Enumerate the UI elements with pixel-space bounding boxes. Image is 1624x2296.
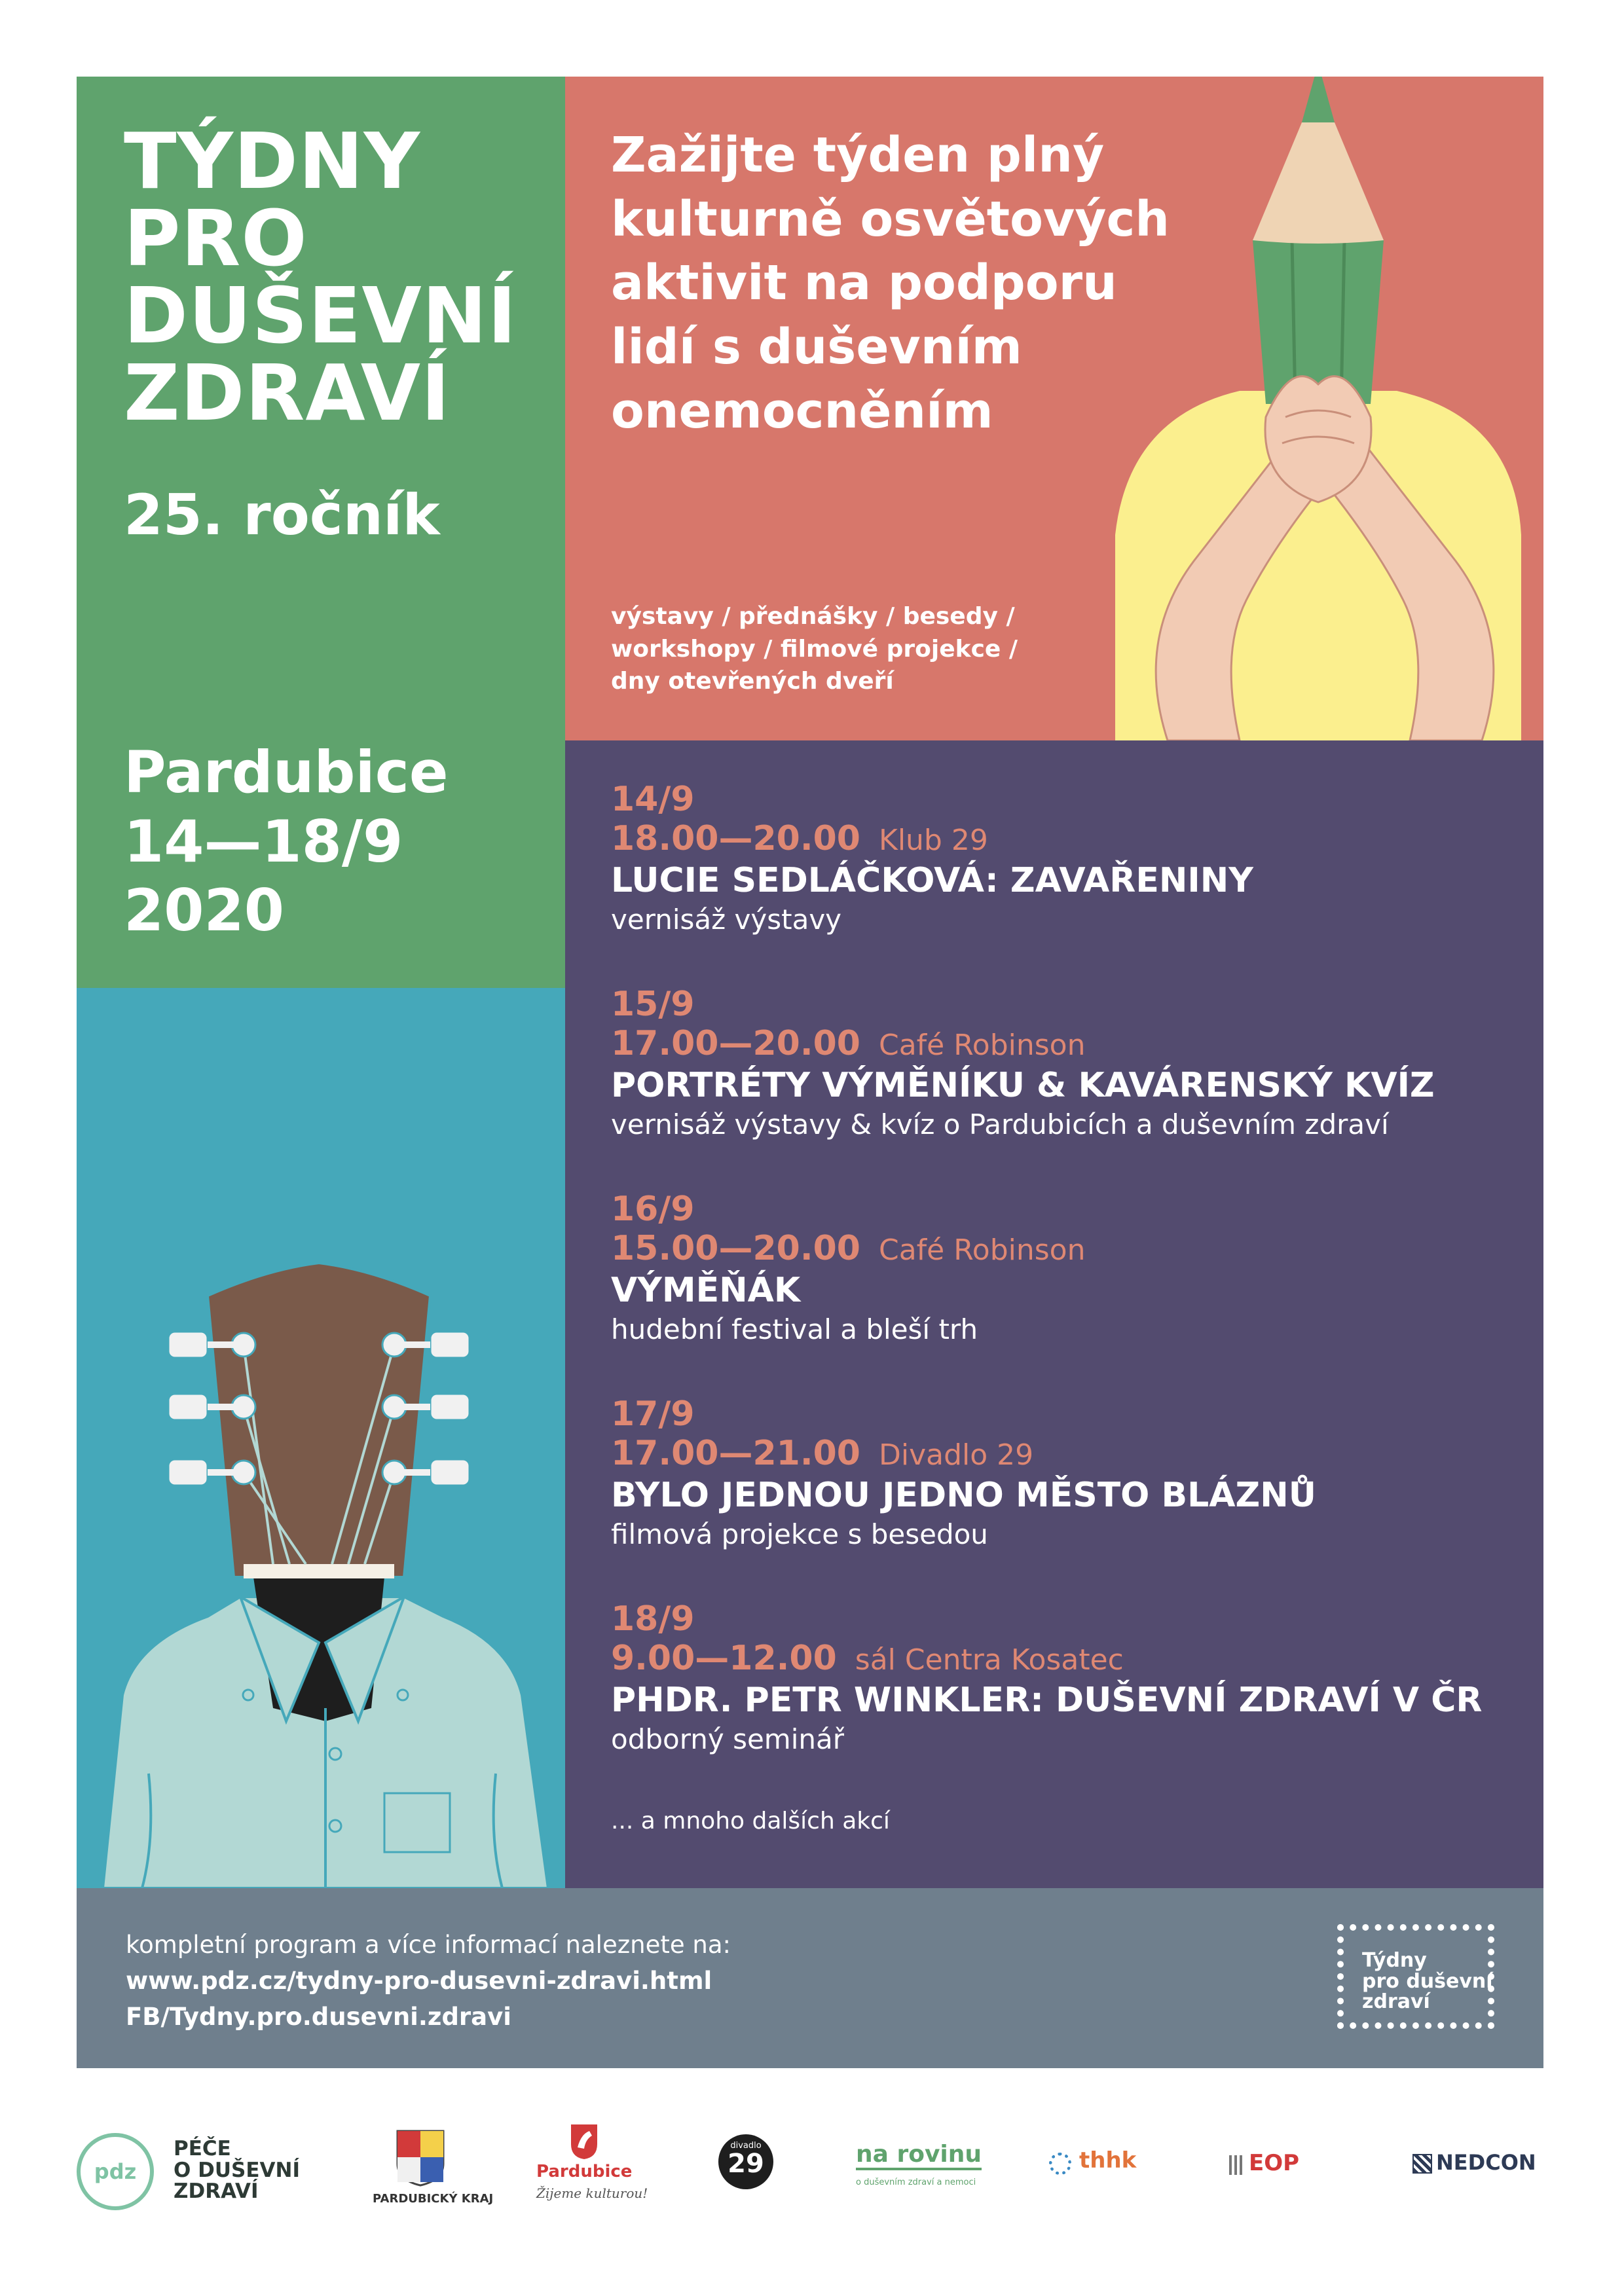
na-rovinu-subtitle: o duševním zdraví a nemoci xyxy=(856,2178,976,2187)
location-dates xyxy=(124,738,449,945)
event-title: PORTRÉTY VÝMĚNÍKU & KAVÁRENSKÝ KVÍZ xyxy=(611,1065,1435,1105)
event-place: Café Robinson xyxy=(878,1233,1086,1267)
event-date: 17/9 xyxy=(611,1394,695,1434)
event-item xyxy=(611,986,1528,1142)
event-title: VÝMĚŇÁK xyxy=(611,1270,801,1310)
poster-title xyxy=(124,116,517,438)
event-title: LUCIE SEDLÁČKOVÁ: ZAVAŘENINY xyxy=(611,860,1253,900)
date-range: 14—18/9 xyxy=(124,807,403,875)
logo-pardubice xyxy=(509,2115,659,2246)
year: 2020 xyxy=(124,877,284,945)
pdz-wordmark xyxy=(174,2138,300,2202)
event-title: BYLO JEDNOU JEDNO MĚSTO BLÁZNŮ xyxy=(611,1475,1316,1515)
event-description: vernisáž výstavy xyxy=(611,903,842,936)
pdz-circle-icon: pdz xyxy=(77,2133,154,2210)
title-line: ZDRAVÍ xyxy=(124,348,451,438)
title-panel xyxy=(77,77,565,988)
thhk-wordmark: thhk xyxy=(1079,2147,1137,2174)
event-description: vernisáž výstavy & kvíz o Pardubicích a duševním zdraví xyxy=(611,1108,1389,1140)
event-date: 18/9 xyxy=(611,1599,695,1639)
stamp-line: zdraví xyxy=(1362,1990,1430,2013)
stamp-line: Týdny xyxy=(1362,1949,1427,1972)
logo-thhk xyxy=(1049,2115,1180,2246)
partner-logos xyxy=(77,2115,1543,2246)
logo-pardubicky-kraj xyxy=(358,2115,494,2246)
event-item xyxy=(611,1396,1528,1552)
guitar-head-person-illustration xyxy=(77,988,565,1888)
nedcon-grid-icon xyxy=(1412,2154,1432,2174)
thhk-dots-icon xyxy=(1049,2153,1071,2175)
eop-bars-icon xyxy=(1229,2155,1244,2175)
event-title: PHDR. PETR WINKLER: DUŠEVNÍ ZDRAVÍ V ČR xyxy=(611,1680,1483,1720)
event-place: sál Centra Kosatec xyxy=(855,1643,1124,1677)
pardubice-slogan: Žijeme kulturou! xyxy=(536,2185,648,2201)
event-item xyxy=(611,1601,1528,1757)
tagline-line: kulturně osvětových xyxy=(611,191,1170,247)
event-time-place xyxy=(611,1023,1528,1064)
pdz-line: O DUŠEVNÍ xyxy=(174,2158,301,2182)
event-description: odborný seminář xyxy=(611,1722,844,1755)
intro-panel xyxy=(565,77,1543,740)
pdz-line: PÉČE xyxy=(174,2137,231,2160)
logo-divadlo-29 xyxy=(712,2115,784,2246)
event-time: 17.00—20.00 xyxy=(611,1024,860,1064)
facebook-link[interactable]: FB/Tydny.pro.dusevni.zdravi xyxy=(126,2002,511,2031)
info-lead: kompletní program a více informací naleznete na: xyxy=(126,1931,731,1959)
event-time-place xyxy=(611,818,1528,859)
program-panel xyxy=(565,740,1543,1888)
event-place: Café Robinson xyxy=(878,1029,1086,1063)
logo-pece-o-dusevni-zdravi xyxy=(77,2115,339,2246)
event-time: 9.00—12.00 xyxy=(611,1639,837,1679)
eop-wordmark: EOP xyxy=(1249,2150,1300,2176)
pardubice-wordmark: Pardubice xyxy=(536,2162,633,2181)
title-line: DUŠEVNÍ xyxy=(124,270,517,361)
activities-list xyxy=(611,600,1018,698)
stamp-line: pro duševní xyxy=(1362,1969,1493,1993)
event-item xyxy=(611,1191,1528,1347)
edition-label: 25. ročník xyxy=(124,483,440,548)
event-date: 16/9 xyxy=(611,1190,695,1229)
na-rovinu-wordmark: na rovinu xyxy=(856,2141,982,2170)
title-line: TÝDNY xyxy=(124,116,421,206)
event-time: 17.00—21.00 xyxy=(611,1434,860,1474)
event-stamp-logo xyxy=(1337,1924,1494,2029)
event-item xyxy=(611,781,1528,938)
website-link[interactable]: www.pdz.cz/tydny-pro-dusevni-zdravi.html xyxy=(126,1966,712,1995)
event-time-place xyxy=(611,1433,1528,1474)
title-line: PRO xyxy=(124,193,308,283)
pdz-line: ZDRAVÍ xyxy=(174,2179,259,2204)
logo-na-rovinu xyxy=(856,2115,1000,2246)
event-time-place xyxy=(611,1228,1528,1269)
activities-line: dny otevřených dveří xyxy=(611,668,894,695)
guitar-illustration-panel xyxy=(77,988,565,1888)
divadlo-small-label: divadlo xyxy=(730,2141,762,2151)
tagline-line: lidí s duševním xyxy=(611,319,1022,376)
logo-eop xyxy=(1229,2115,1360,2246)
divadlo-number: 29 xyxy=(728,2149,764,2179)
activities-line: workshopy / filmové projekce / xyxy=(611,635,1018,663)
coat-of-arms-icon xyxy=(394,2128,447,2187)
event-description: hudební festival a bleší trh xyxy=(611,1313,978,1345)
divadlo-29-circle-icon xyxy=(718,2134,773,2189)
tagline-line: aktivit na podporu xyxy=(611,255,1117,312)
horse-emblem-icon xyxy=(564,2121,604,2160)
pencil-head-person-illustration xyxy=(1089,77,1543,740)
event-time: 15.00—20.00 xyxy=(611,1229,860,1269)
tagline-line: onemocněním xyxy=(611,382,993,439)
event-time-place xyxy=(611,1638,1528,1679)
info-panel xyxy=(77,1888,1543,2068)
city-name: Pardubice xyxy=(124,738,449,806)
event-date: 14/9 xyxy=(611,780,695,819)
activities-line: výstavy / přednášky / besedy / xyxy=(611,603,1015,630)
more-events-note: ... a mnoho dalších akcí xyxy=(611,1808,890,1834)
event-place: Divadlo 29 xyxy=(878,1438,1034,1472)
tagline-line: Zažijte týden plný xyxy=(611,127,1105,183)
event-date: 15/9 xyxy=(611,985,695,1024)
logo-nedcon xyxy=(1412,2115,1543,2246)
event-time: 18.00—20.00 xyxy=(611,819,860,859)
event-description: filmová projekce s besedou xyxy=(611,1518,988,1550)
nedcon-wordmark: NEDCON xyxy=(1436,2150,1536,2175)
info-text xyxy=(126,1927,731,2035)
kraj-label: PARDUBICKÝ KRAJ xyxy=(373,2192,494,2206)
event-place: Klub 29 xyxy=(878,824,988,858)
